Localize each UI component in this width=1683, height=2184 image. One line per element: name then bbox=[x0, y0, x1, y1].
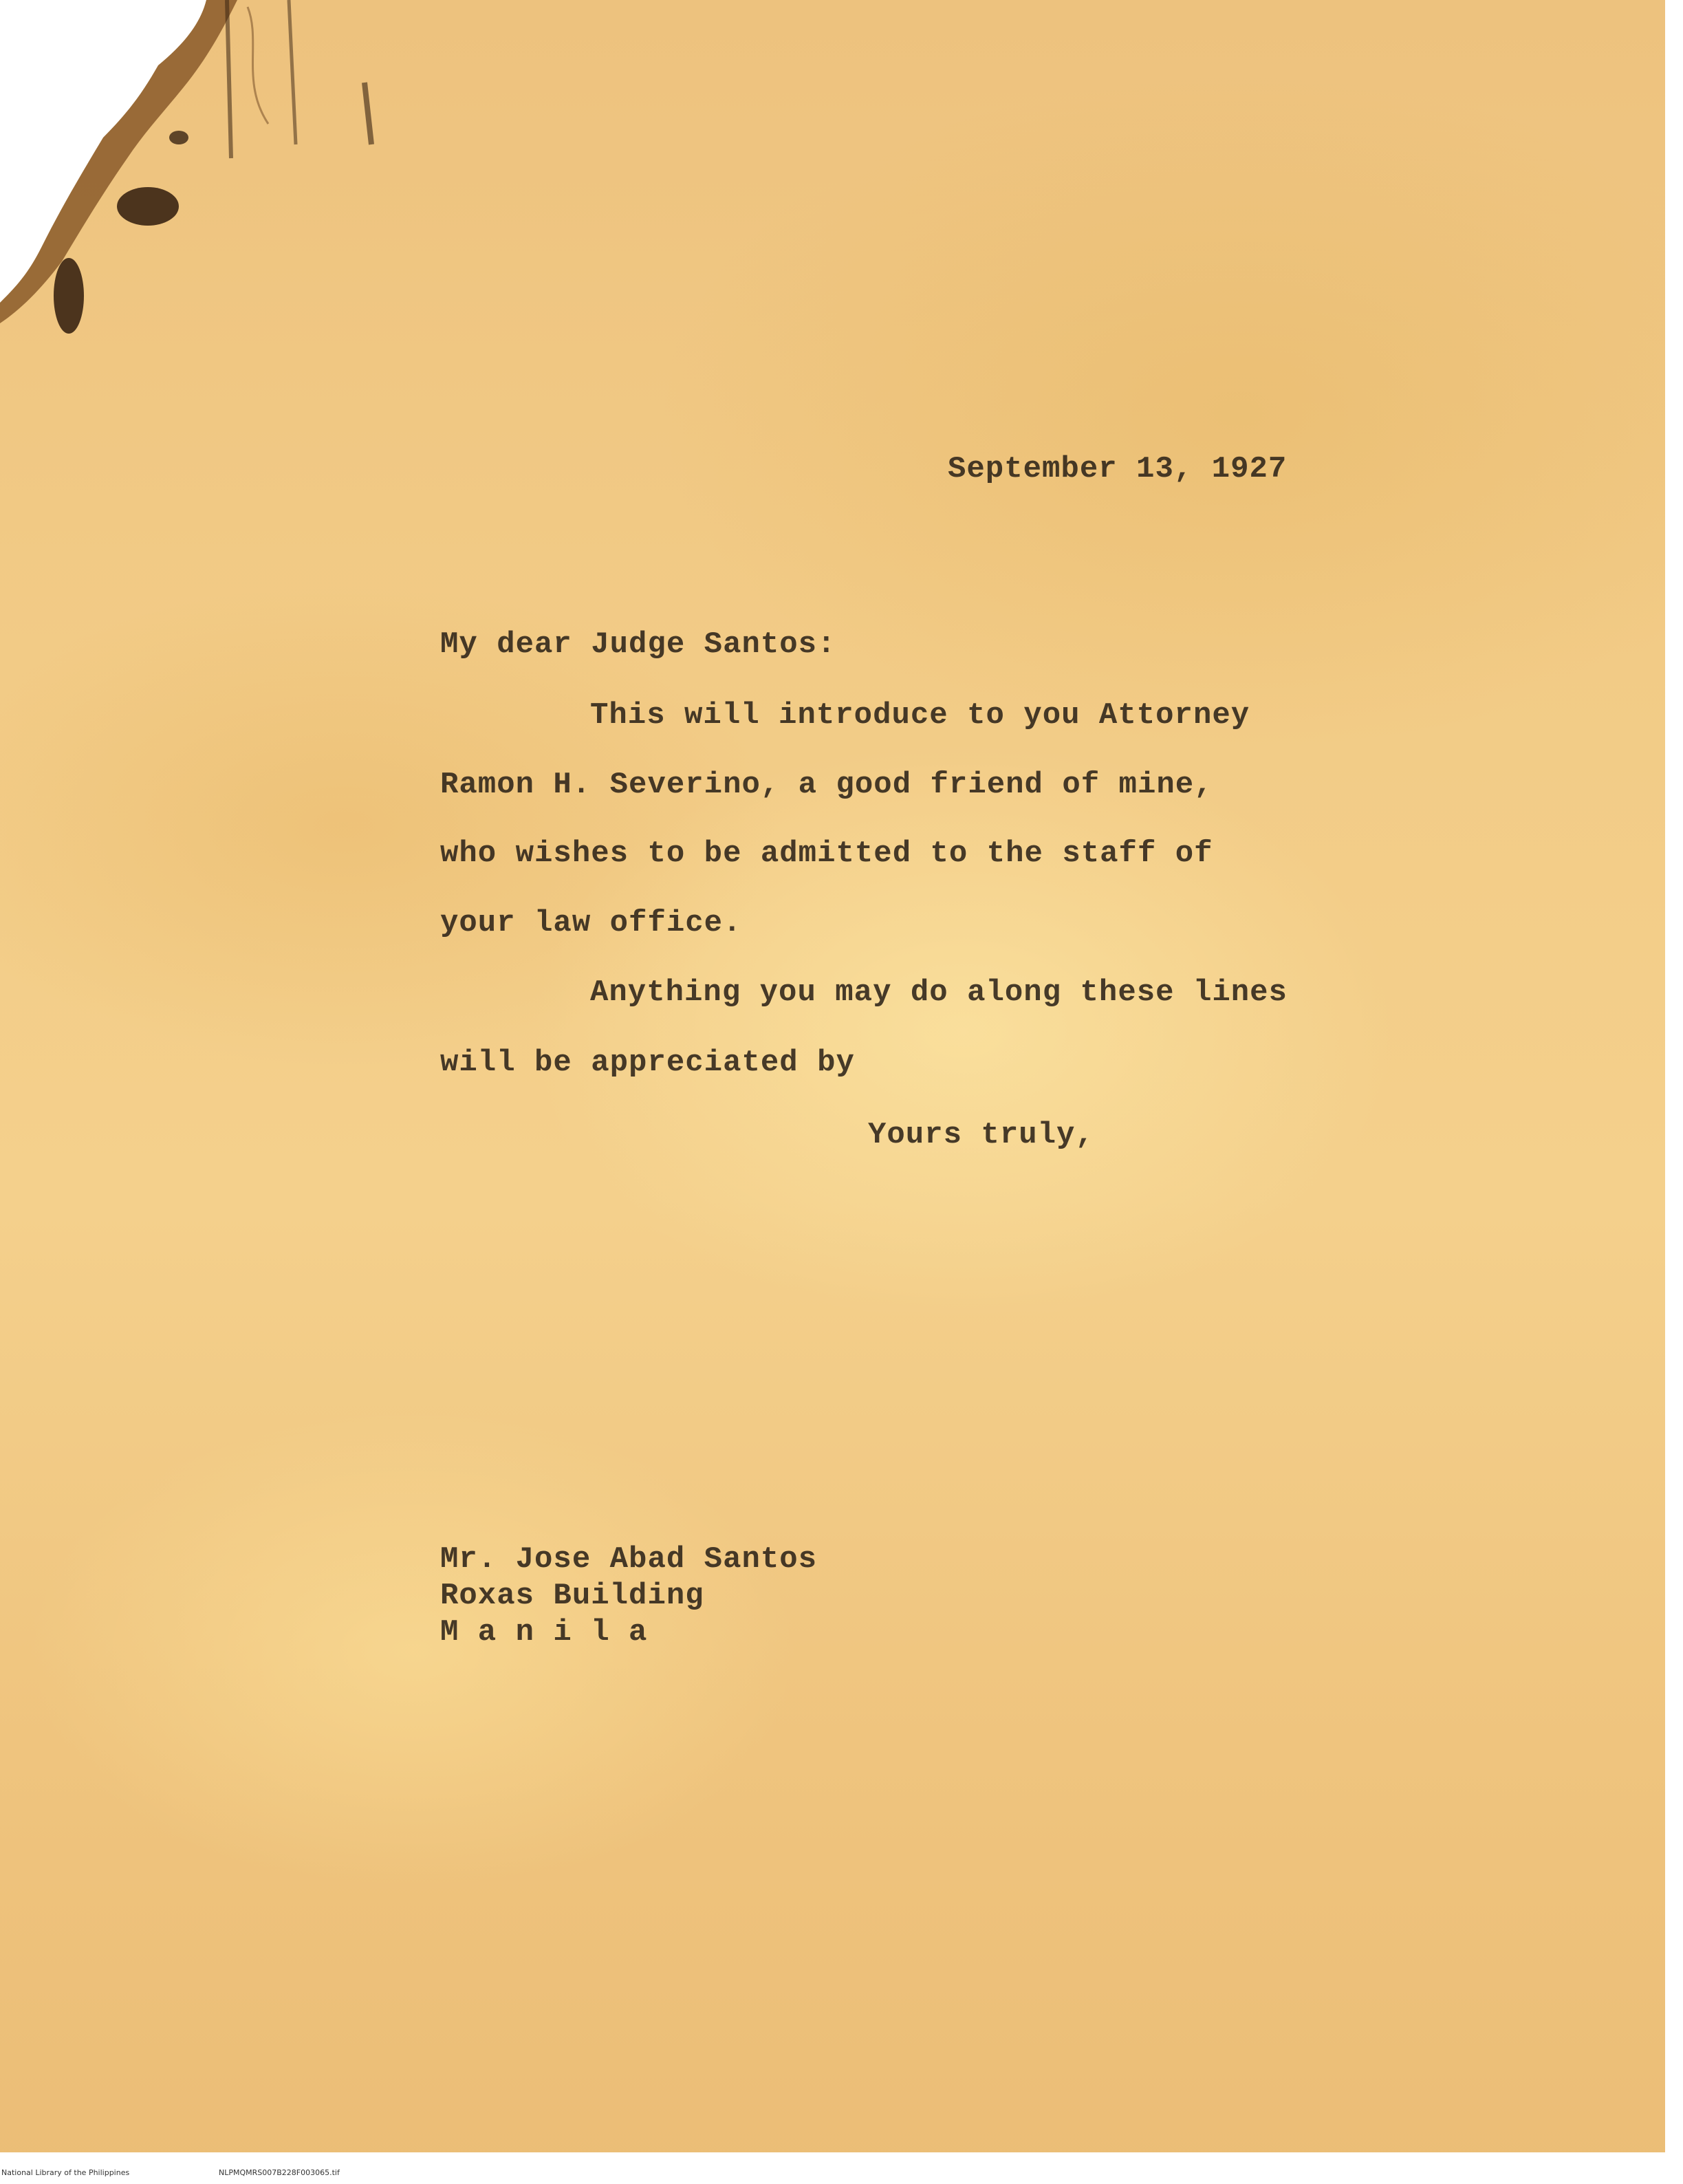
footer-file-id: NLPMQMRS007B228F003065.tif bbox=[219, 2168, 340, 2177]
footer-institution: National Library of the Philippines bbox=[1, 2168, 130, 2177]
body-line-2: Ramon H. Severino, a good friend of mine, bbox=[440, 768, 1213, 802]
addressee-building: Roxas Building bbox=[440, 1579, 704, 1613]
burn-damage-corner bbox=[0, 0, 426, 358]
addressee-name: Mr. Jose Abad Santos bbox=[440, 1542, 818, 1577]
body-line-6: will be appreciated by bbox=[440, 1046, 855, 1080]
body-line-4: your law office. bbox=[440, 906, 742, 940]
sheet-right-edge bbox=[1665, 0, 1683, 2153]
body-line-3: who wishes to be admitted to the staff of bbox=[440, 836, 1213, 871]
addressee-city: M a n i l a bbox=[440, 1615, 648, 1650]
body-line-5: Anything you may do along these lines bbox=[590, 975, 1288, 1010]
letter-date: September 13, 1927 bbox=[948, 452, 1288, 486]
closing: Yours truly, bbox=[868, 1118, 1094, 1152]
body-line-1: This will introduce to you Attorney bbox=[590, 698, 1250, 733]
salutation: My dear Judge Santos: bbox=[440, 627, 836, 662]
